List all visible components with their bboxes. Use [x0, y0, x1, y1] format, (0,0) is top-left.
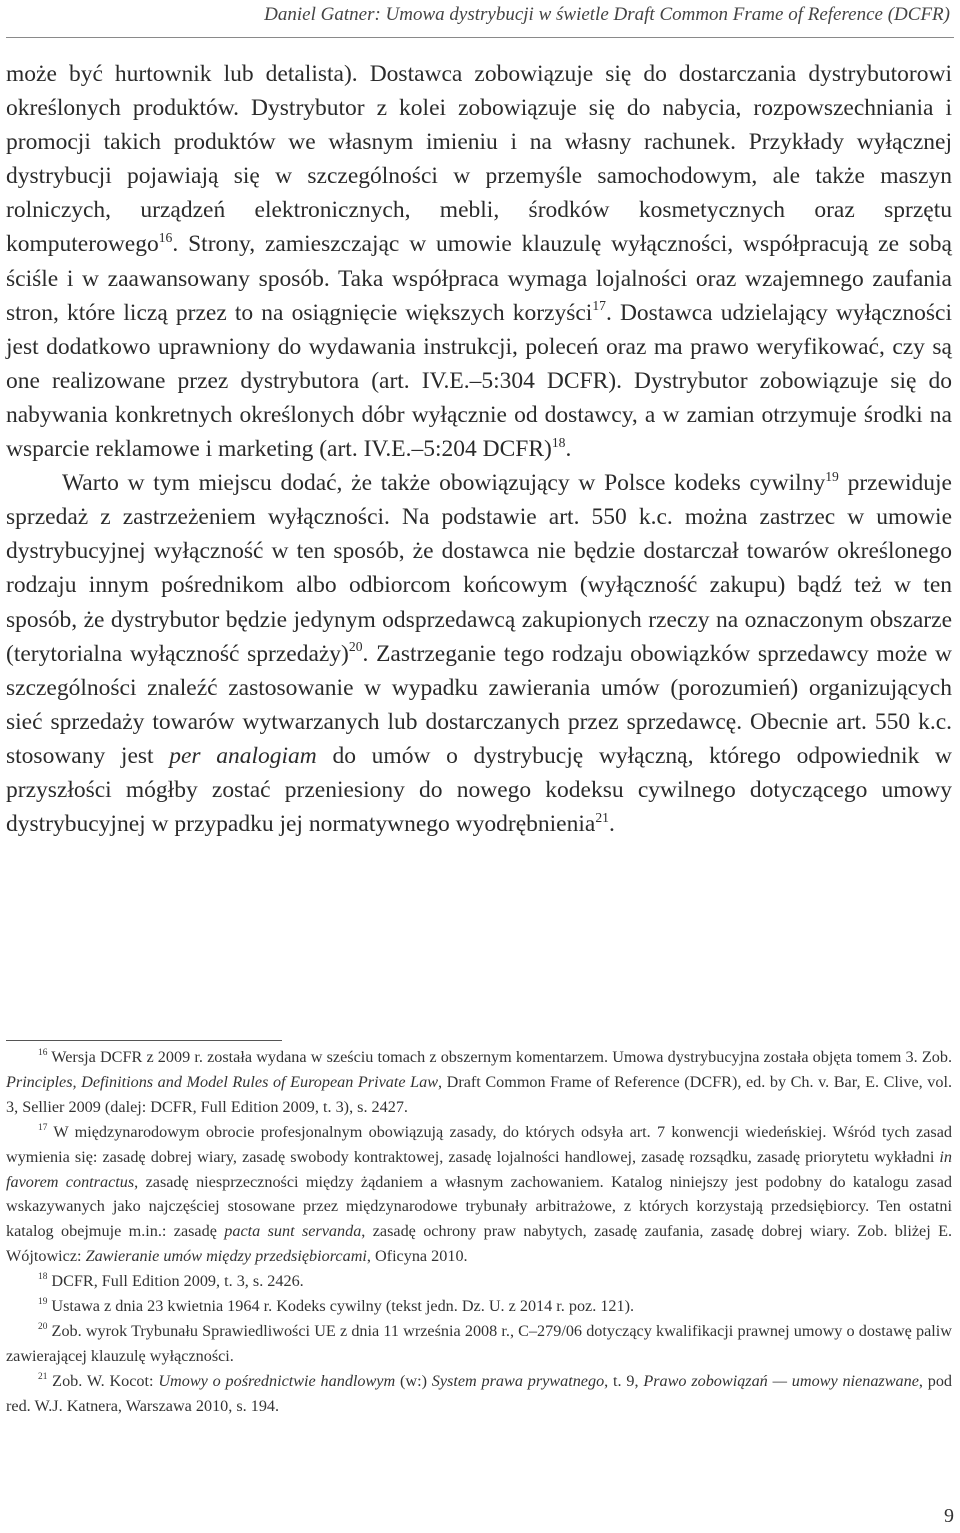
footnote-text: W międzynarodowym obrocie profesjonalnym obowiązują zasady, do których odsyła art. 7 konwencji wiedeńskiej. Wśród tych zasad wymienia się: zasadę dobrej wiary, zasadę swobody kontraktowej, zasadę lojalności handlowej, zasadę rozsądku, zasadę priorytetu wykładni [6, 1122, 952, 1166]
footnote-ref-17[interactable]: 17 [592, 298, 606, 314]
footnote-italic: pacta sunt servanda [224, 1222, 362, 1241]
paragraph-1 [6, 57, 952, 466]
footnote-17 [6, 1120, 952, 1269]
footnote-number: 20 [38, 1322, 48, 1333]
footnote-italic: in favorem contractus [6, 1147, 952, 1191]
paragraph-2-text-d: do umów o dystrybucję wyłączną, którego odpowiednik w przyszłości mógłby zostać przeniesiony do nowego kodeksu cywilnego dotyczącego umowy dystrybucyjnej w przypadku jej normatywnego wyodrębnienia [6, 742, 952, 838]
paragraph-1-text-c: . Dostawca udzielający wyłączności jest dodatkowo uprawniony do wydawania instrukcji, poleceń oraz ma prawo weryfikować, czy są one realizowane przez dystrybutora (art. IV.E.–5:304 DCFR). Dystrybutor zobowiązuje się do nabywania konkretnych określonych dóbr wyłącznie od dostawcy, a w zamian otrzymuje środki na wsparcie reklamowe i marketing (art. IV.E.–5:204 DCFR) [6, 299, 952, 463]
footnote-italic: Prawo zobowiązań — umowy nienazwane [643, 1371, 919, 1390]
footnote-italic: System prawa prywatnego [431, 1371, 605, 1390]
footnote-number: 16 [38, 1048, 48, 1059]
footnote-text: , zasadę ochrony praw nabytych, zasadę zaufania, zasadę dobrej wiary. Zob. bliżej E. Wójtowicz: [6, 1222, 953, 1266]
footnote-ref-20[interactable]: 20 [348, 639, 363, 655]
header-rule [6, 37, 954, 38]
running-head: Daniel Gatner: Umowa dystrybucji w świetle Draft Common Frame of Reference (DCFR) [264, 4, 950, 25]
footnote-text: , t. 9, [604, 1371, 644, 1390]
paragraph-2 [6, 466, 952, 841]
footnote-text: , Draft Common Frame of Reference (DCFR), ed. by Ch. v. Bar, E. Clive, vol. 3, Sellier 2009 (dalej: DCFR, Full Edition 2009, t. 3), s. 2427. [6, 1072, 953, 1116]
paragraph-1-text-b: . Strony, zamieszczając w umowie klauzulę wyłączności, współpracują ze sobą ściśle i w zaawansowany sposób. Taka współpraca wymaga lojalności oraz wzajemnego zaufania stron, które liczą przez to na osiągnięcie większych korzyści [6, 231, 952, 326]
footnote-italic: Umowy o pośrednictwie handlowym [158, 1371, 396, 1390]
footnote-text: Wersja DCFR z 2009 r. została wydana w sześciu tomach z obszernym komentarzem. Umowa dystrybucyjna została objęta tomem 3. Zob. [47, 1048, 952, 1066]
footnote-ref-19[interactable]: 19 [825, 468, 839, 484]
footnote-text: Zob. wyrok Trybunału Sprawiedliwości UE z dnia 11 września 2008 r., C–279/06 dotyczący kwalifikacji prawnej umowy o dostawę paliw zawierającej klauzulę wyłączności. [6, 1321, 952, 1365]
footnote-text: (w:) [395, 1371, 432, 1390]
footnotes [6, 1045, 952, 1419]
footnote-text: , pod red. W.J. Katnera, Warszawa 2010, s. 194. [6, 1371, 953, 1415]
latin-phrase: per analogiam [169, 742, 317, 769]
paragraph-2-text-c: . Zastrzeganie tego rodzaju obowiązków sprzedawcy może w szczególności znaleźć zastosowanie w wypadku zawierania umów (porozumień) organizujących sieć sprzedaży towarów wytwarzanych lub dostarczanych przez sprzedawcę. Obecnie art. 550 k.c. stosowany jest [6, 640, 952, 769]
footnote-21 [6, 1369, 952, 1419]
main-text [6, 57, 952, 841]
footnote-text: Ustawa z dnia 23 kwietnia 1964 r. Kodeks cywilny (tekst jedn. Dz. U. z 2014 r. poz. 121). [47, 1297, 635, 1316]
footnote-number: 19 [38, 1297, 48, 1308]
footnote-number: 18 [38, 1272, 48, 1283]
footnote-text: , zasadę niesprzeczności między żądaniem a własnym zachowaniem. Katalog niniejszy jest podobny do katalogu zasad wskazywanych jako najczęściej stosowane przez międzynarodowe trybunały arbitrażowe, z których korzystają przedsiębiorcy. Ten ostatni katalog obejmuje m.in.: zasadę [6, 1172, 952, 1241]
paragraph-1-text-d: . [565, 436, 572, 463]
footnote-text: DCFR, Full Edition 2009, t. 3, s. 2426. [47, 1272, 304, 1291]
footnote-text: , Oficyna 2010. [366, 1247, 468, 1266]
footnote-italic: Principles, Definitions and Model Rules of European Private Law [6, 1072, 439, 1091]
paragraph-2-text-a: Warto w tym miejscu dodać, że także obowiązujący w Polsce kodeks cywilny [62, 470, 826, 497]
footnote-16 [6, 1045, 952, 1120]
footnote-ref-18[interactable]: 18 [551, 434, 566, 450]
footnote-20 [6, 1319, 952, 1369]
footnote-ref-16[interactable]: 16 [158, 229, 173, 245]
footnote-number: 21 [38, 1371, 48, 1382]
footnote-separator [6, 1040, 282, 1041]
footnote-19 [6, 1294, 952, 1319]
paragraph-1-text-a: może być hurtownik lub detalista). Dostawca zobowiązuje się do dostarczania dystrybutorowi określonych produktów. Dystrybutor z kolei zobowiązuje się do nabycia, rozpowszechniania i promocji takich produktów we własnym imieniu i na własny rachunek. Przykłady wyłącznej dystrybucji pojawiają się w szczególności w przemyśle samochodowym, ale także maszyn rolniczych, urządzeń elektronicznych, mebli, środków kosmetycznych oraz sprzętu komputerowego [6, 61, 952, 258]
paragraph-2-text-b: przewiduje sprzedaż z zastrzeżeniem wyłączności. Na podstawie art. 550 k.c. można zastrzec w umowie dystrybucyjnej wyłączność w ten sposób, że dostawca nie będzie dostarczał towarów określonego rodzaju innym pośrednikom albo odbiorcom końcowym (wyłączność zakupu) bądź też w ten sposób, że dystrybutor będzie jedynym odsprzedawcą zakupionych rzeczy na oznaczonym obszarze (terytorialna wyłączność sprzedaży) [6, 470, 952, 667]
footnote-18 [6, 1269, 952, 1294]
footnote-text: Zob. W. Kocot: [47, 1371, 159, 1390]
page-number: 9 [944, 1505, 954, 1527]
footnote-italic: Zawieranie umów między przedsiębiorcami [85, 1247, 367, 1266]
footnote-number: 17 [38, 1122, 48, 1133]
footnote-ref-21[interactable]: 21 [595, 809, 609, 825]
paragraph-2-text-e: . [608, 811, 615, 838]
